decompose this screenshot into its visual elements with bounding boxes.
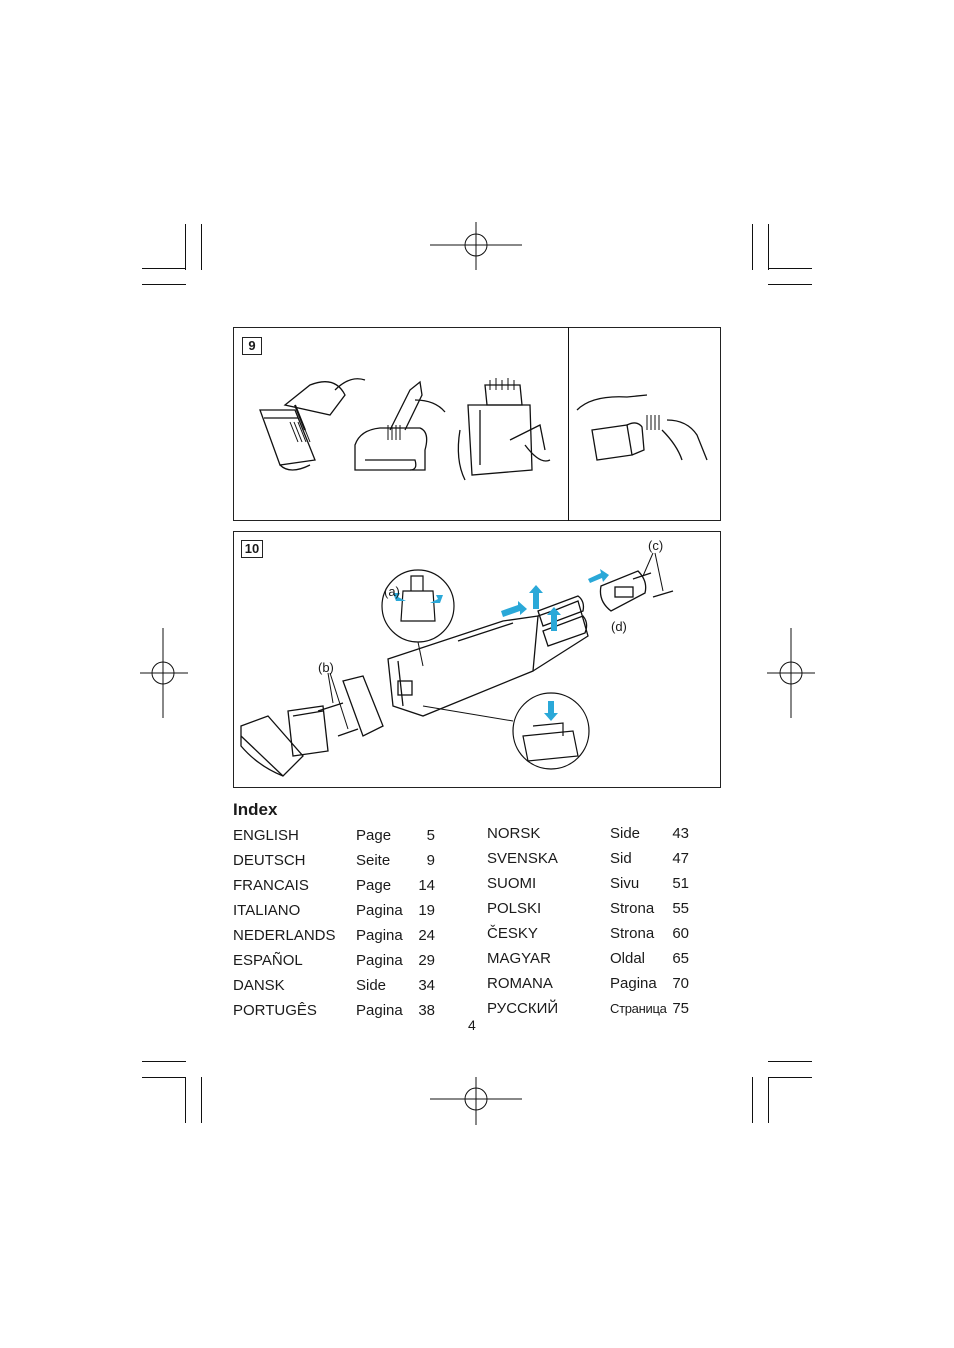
index-page-word: Page [356,827,392,844]
figure-10-illustration-disassembly [233,531,721,788]
index-page-number: 55 [672,900,689,917]
registration-mark-left [140,628,188,718]
index-row [487,900,692,925]
index-page-word: Strona [610,900,655,917]
index-page-number: 47 [672,850,689,867]
index-page-word: Pagina [356,952,403,969]
index-page-number: 9 [426,852,435,869]
index-page-word: Pagina [356,927,403,944]
index-row [233,877,438,902]
index-page-word: Side [356,977,387,994]
index-row [487,925,692,950]
callout-c: (c) [648,538,664,553]
index-row [487,975,692,1000]
index-page-number: 38 [418,1002,435,1019]
index-page-word: Pagina [356,1002,403,1019]
index-page-number: 70 [672,975,689,992]
figure-9-illustration-cleaning-head [240,370,560,485]
index-page-number: 65 [672,950,689,967]
index-language: MAGYAR [487,950,551,967]
index-language: FRANCAIS [233,877,309,894]
index-row [487,875,692,900]
index-page-word: Pagina [356,902,403,919]
index-row [233,952,438,977]
index-page-number: 75 [672,1000,689,1017]
index-row [233,927,438,952]
figure-10-number: 10 [241,540,263,558]
index-language: ENGLISH [233,827,299,844]
index-language: NORSK [487,825,541,842]
index-row [233,1002,438,1027]
registration-mark-top [430,222,522,270]
index-page-number: 51 [672,875,689,892]
index-page-number: 60 [672,925,689,942]
callout-a: (a) [384,584,400,599]
index-page-number: 34 [418,977,435,994]
index-row [487,950,692,975]
index-page-number: 43 [672,825,689,842]
index-language: POLSKI [487,900,542,917]
index-page-number: 29 [418,952,435,969]
registration-mark-bottom [430,1077,522,1125]
figure-9-divider [568,327,569,521]
index-row [233,852,438,877]
index-page-word: Страница [610,1001,667,1016]
index-language: DANSK [233,977,285,994]
index-page-number: 19 [418,902,435,919]
index-language: ROMANA [487,975,553,992]
index-right-column [487,825,692,1025]
index-page-number: 5 [426,827,435,844]
index-title: Index [233,800,278,819]
figure-9-number: 9 [242,337,262,355]
callout-d: (d) [611,619,627,634]
callout-b: (b) [318,660,334,675]
index-row [233,977,438,1002]
registration-mark-right [767,628,815,718]
page-number: 4 [468,1017,476,1033]
index-left-column [233,827,438,1027]
index-language: ČESKY [487,925,538,942]
index-page-word: Sivu [610,875,640,892]
index-language: NEDERLANDS [233,927,336,944]
index-page-word: Sid [610,850,632,867]
index-page-word: Oldal [610,950,646,967]
index-page-word: Seite [356,852,391,869]
index-language: РУССКИЙ [487,1000,559,1017]
index-row [487,825,692,850]
index-row [233,902,438,927]
index-language: ITALIANO [233,902,301,919]
index-page-number: 24 [418,927,435,944]
index-language: SUOMI [487,875,537,892]
index-language: SVENSKA [487,850,558,867]
figure-9-illustration-cleaning-cutter [572,385,717,470]
index-row [487,850,692,875]
index-page-word: Strona [610,925,655,942]
index-language: PORTUGÊS [233,1002,317,1019]
index-page-number: 14 [418,877,435,894]
index-language: DEUTSCH [233,852,306,869]
index-row [233,827,438,852]
index-language: ESPAÑOL [233,952,303,969]
index-page-word: Pagina [610,975,657,992]
index-row [487,1000,692,1025]
index-page-word: Page [356,877,392,894]
index-page-word: Side [610,825,641,842]
